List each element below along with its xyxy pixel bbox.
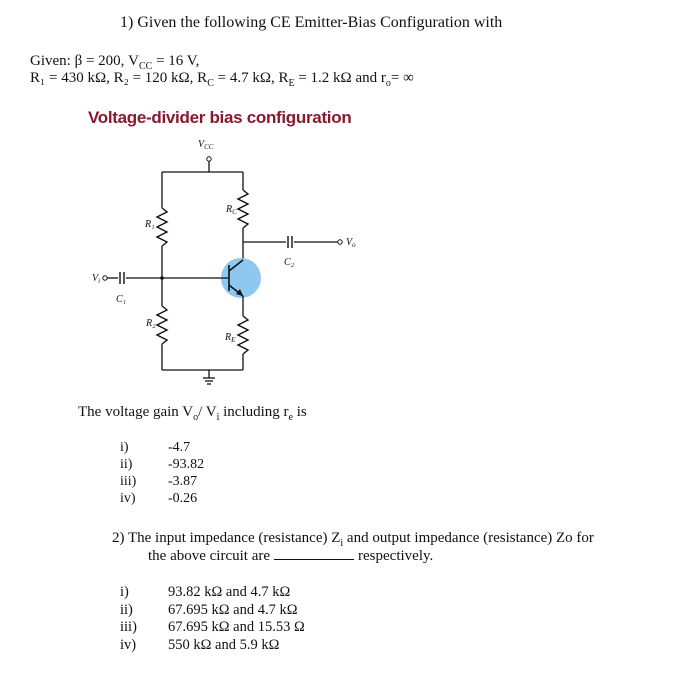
- re-resistor: [238, 316, 248, 354]
- r1-label: R₁: [145, 219, 155, 230]
- question-1-prompt: The voltage gain $V_o/$ $V_i$ including $r_e$ is: [78, 404, 307, 423]
- ground-symbol: [203, 378, 215, 384]
- vi-label: $V_i$: [92, 273, 101, 285]
- question-1-option[interactable]: iv) -0.26: [120, 491, 198, 506]
- vi-terminal: [103, 276, 107, 280]
- answer-blank: [274, 547, 354, 560]
- c2-label: C₂: [284, 257, 295, 268]
- c1-label: C₁: [116, 294, 127, 305]
- question-2-option[interactable]: i) 93.82 kΩ and 4.7 kΩ: [120, 584, 291, 600]
- question-2-prompt-line-1: 2) The input impedance (resistance) $Z_i$ and output impedance (resistance) Zo for: [112, 530, 594, 549]
- vcc-label: $V_{CC}$: [198, 139, 214, 151]
- r2-resistor: [157, 306, 167, 344]
- question-1-option[interactable]: ii) -93.82: [120, 457, 205, 472]
- question-1-option[interactable]: i) -4.7: [120, 440, 191, 455]
- voltage-divider-circuit-diagram: [0, 130, 420, 400]
- rc-label: $R_C$: [226, 204, 237, 216]
- vo-label: $V_o$: [346, 237, 356, 249]
- circuit-title: Voltage-divider bias configuration: [88, 108, 352, 127]
- re-label: $R_E$: [225, 332, 236, 344]
- question-2-options: [120, 584, 305, 654]
- vcc-terminal: [207, 157, 211, 161]
- question-2-option[interactable]: iv) 550 kΩ and 5.9 kΩ: [120, 636, 280, 653]
- given-line-2: R₁ = 430 kΩ, R₂ = 120 kΩ, $R_C = 4.7$ kΩ, $R_E = 1.2$ kΩ and $r_o=$ ∞: [30, 70, 414, 89]
- r1-resistor: [157, 208, 167, 246]
- rc-resistor: [238, 190, 248, 228]
- c2-capacitor: [288, 236, 292, 248]
- question-1-options: [120, 439, 204, 507]
- question-2-prompt-line-2: the above circuit are respectively.: [148, 548, 434, 564]
- given-line-1: Given: β = 200, $V_{CC} = 16$ V,: [30, 53, 200, 72]
- vo-terminal: [338, 240, 342, 244]
- question-1-option[interactable]: iii) -3.87: [120, 474, 198, 489]
- question-2-option[interactable]: iii) 67.695 kΩ and 15.53 Ω: [120, 619, 305, 635]
- c1-capacitor: [120, 272, 124, 284]
- question-2-option[interactable]: ii) 67.695 kΩ and 4.7 kΩ: [120, 601, 298, 618]
- r2-label: R₂: [146, 318, 156, 329]
- question-1-title: 1) Given the following CE Emitter-Bias Configuration with: [120, 14, 503, 31]
